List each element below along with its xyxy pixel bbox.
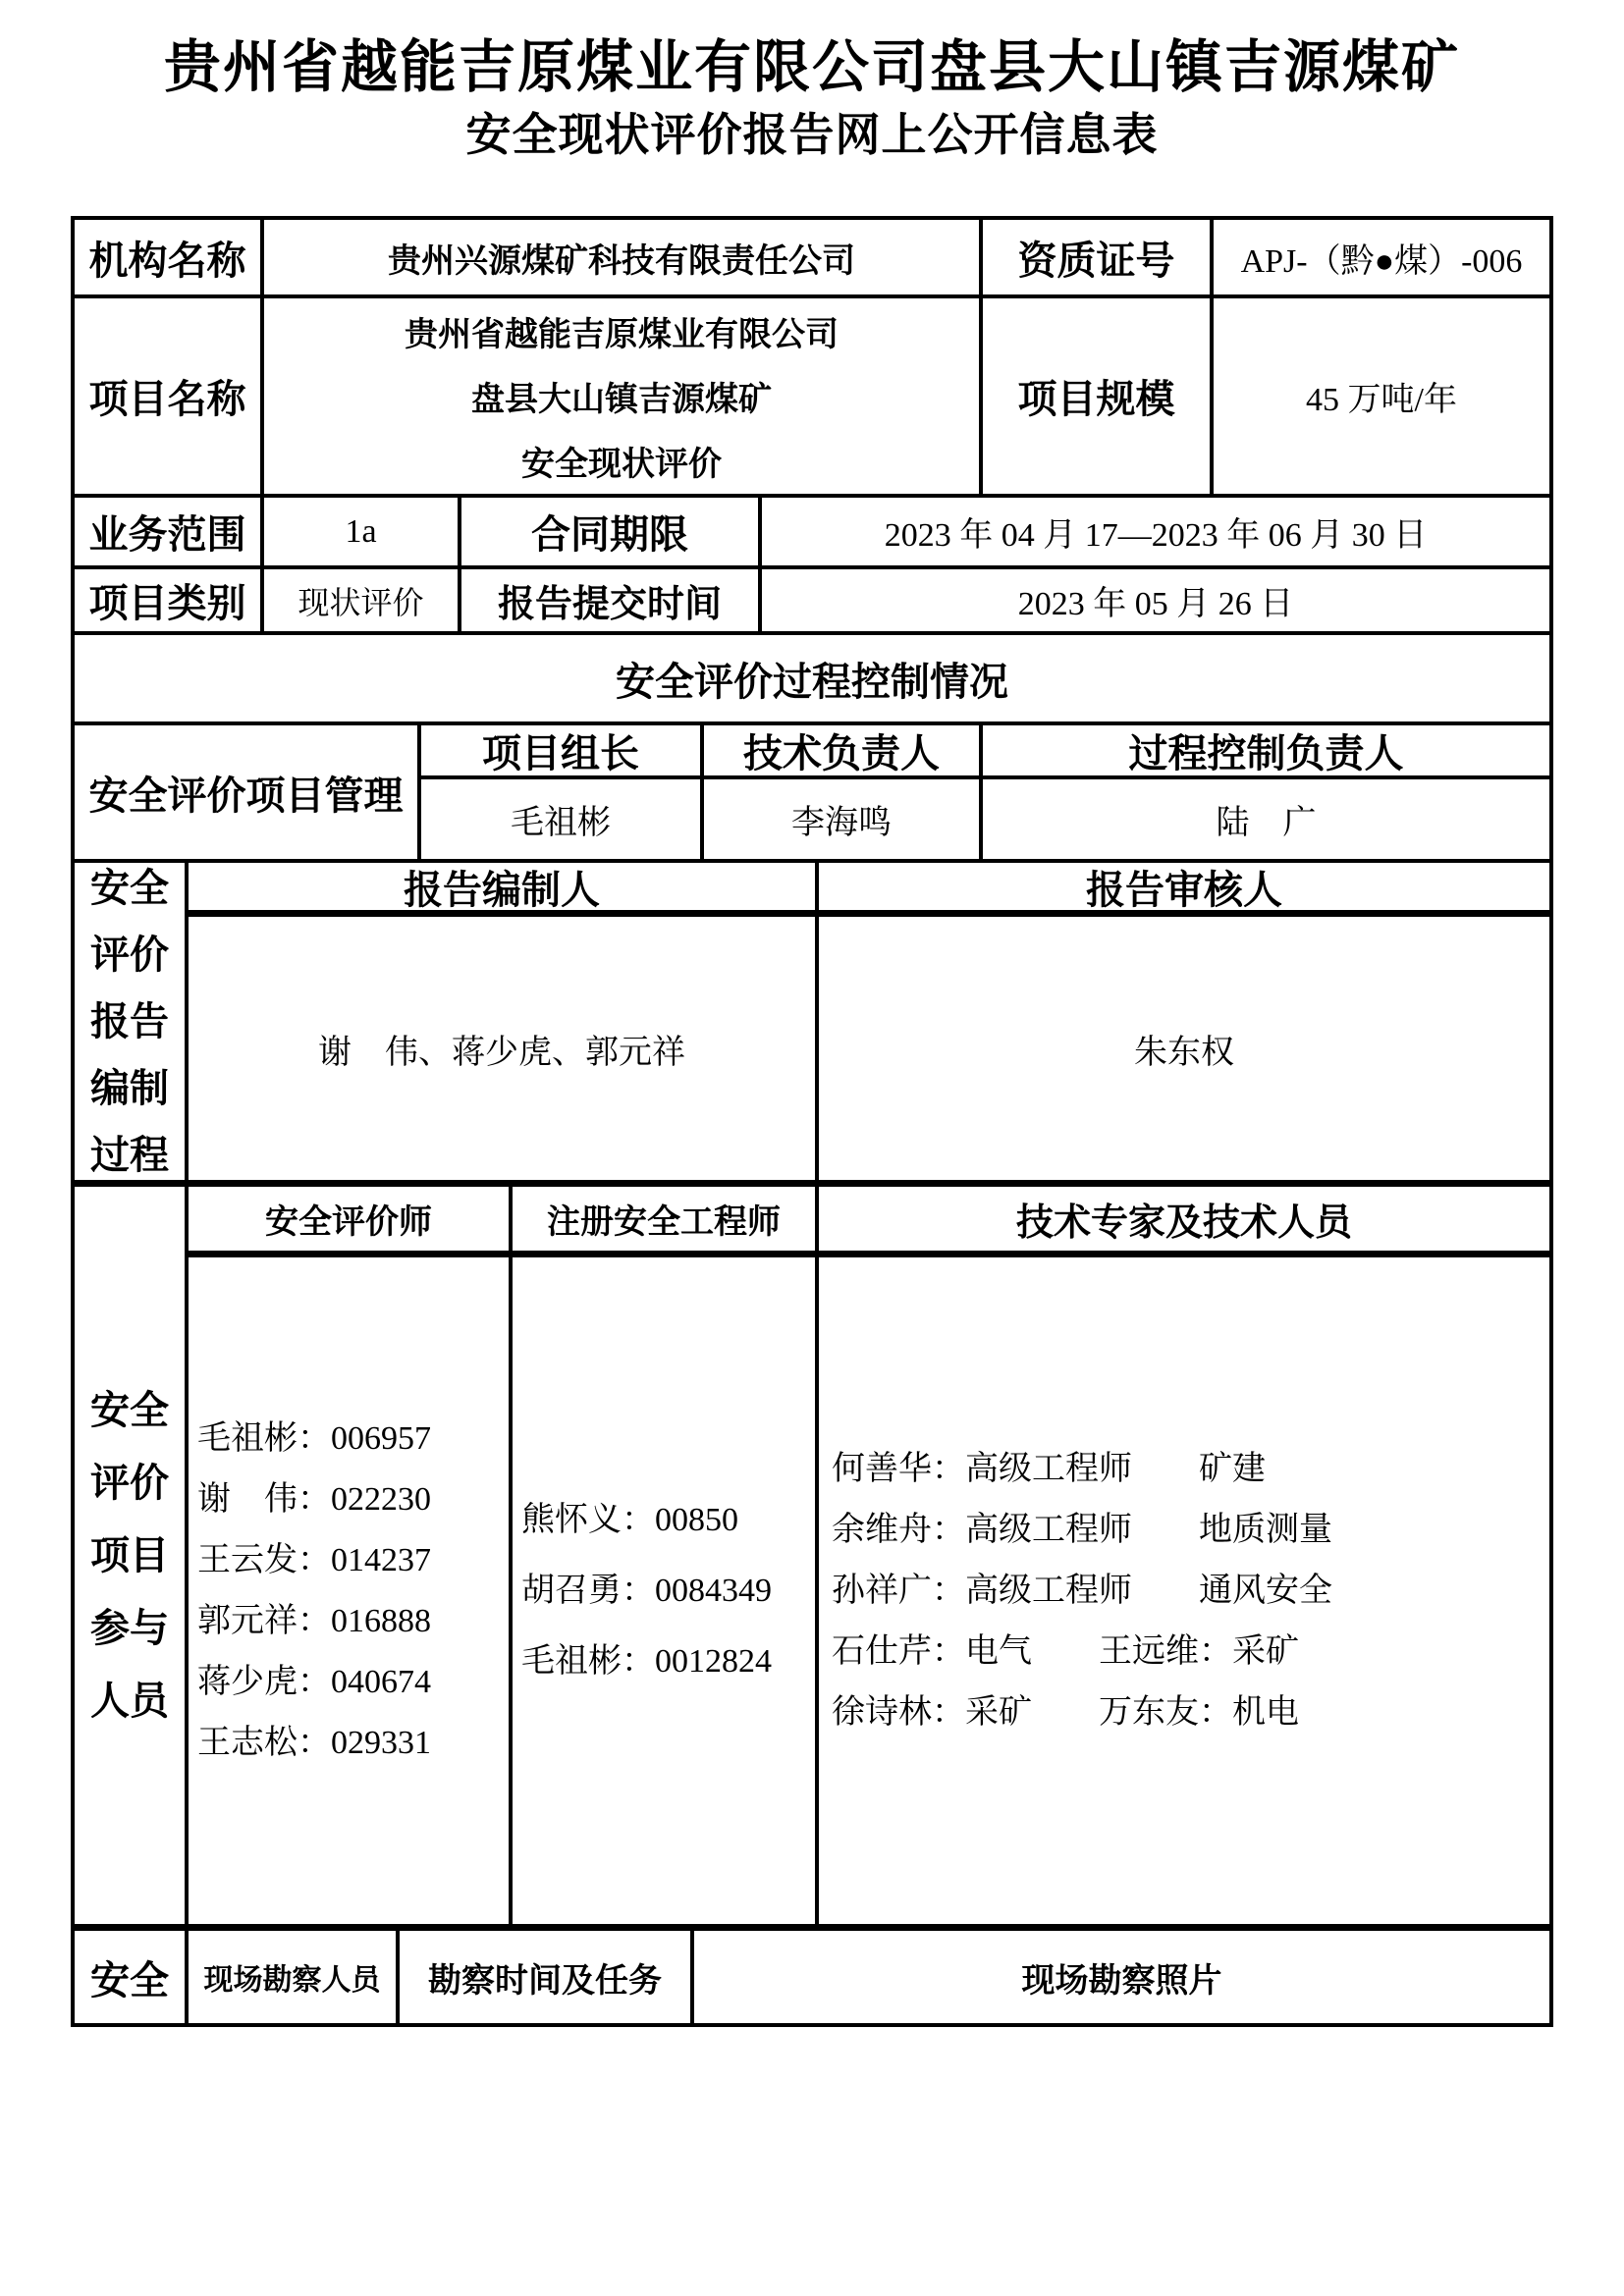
team-leader-value: 毛祖彬 [421,779,704,859]
registered-engineer-list-cell [513,1257,819,1924]
participants-side-label-lines [90,1374,169,1737]
list-item: 孙祥广：高级工程师 通风安全 [832,1572,1332,1609]
cert-no-label: 资质证号 [983,220,1214,294]
participants-side-label [75,1187,189,1924]
compilation-side-label-lines [90,863,169,1180]
list-item: 安全 [90,1387,169,1432]
project-name-line: 盘县大山镇吉源煤矿 [471,381,772,418]
process-control-lead-label: 过程控制负责人 [1128,731,1404,775]
tech-expert-list [819,1257,1549,1924]
report-reviewer-value: 朱东权 [1134,1034,1234,1071]
info-table [71,216,1553,2027]
participants-value-row [189,1257,1549,1924]
registered-engineer-label: 注册安全工程师 [513,1187,819,1251]
list-item: 编制 [90,1065,169,1110]
team-leader-label: 项目组长 [421,725,704,775]
report-submit-value: 2023 年 05 月 26 日 [1017,586,1294,622]
list-item: 人员 [90,1678,169,1723]
business-scope-label: 业务范围 [75,498,264,565]
report-writer-label: 报告编制人 [189,863,819,910]
row-project [75,298,1549,498]
row-site-survey [75,1931,1549,2023]
list-item: 郭元祥：016888 [197,1602,431,1639]
list-item: 项目 [90,1532,169,1577]
contract-period-value: 2023 年 04 月 17—2023 年 06 月 30 日 [884,517,1428,554]
row-project-management [75,725,1549,863]
list-item: 余维舟：高级工程师 地质测量 [832,1511,1332,1548]
participants-grid [189,1187,1549,1924]
list-item: 谢 伟：022230 [197,1480,431,1518]
list-item: 何善华：高级工程师 矿建 [832,1450,1266,1487]
org-name-value: 贵州兴源煤矿科技有限责任公司 [264,220,983,294]
tech-lead-label: 技术负责人 [704,725,983,775]
list-item: 毛祖彬：006957 [197,1419,431,1457]
project-name-value [264,298,983,494]
report-writer-value: 谢 伟、蒋少虎、郭元祥 [189,917,819,1180]
document-title: 贵州省越能吉原煤业有限公司盘县大山镇吉源煤矿 [163,35,1460,99]
row-business-scope [75,498,1549,569]
business-scope-value: 1a [264,498,461,565]
project-name-label: 项目名称 [75,298,264,494]
list-item: 参与 [90,1605,169,1650]
tech-expert-list-cell [819,1257,1549,1924]
safety-evaluator-list-cell [189,1257,513,1924]
process-control-lead-value: 陆 广 [1216,805,1317,841]
compilation-side-label [75,863,189,1180]
project-scale-value: 45 万吨/年 [1306,382,1457,418]
list-item: 过程 [90,1132,169,1177]
list-item: 安全 [90,865,169,910]
list-item: 报告 [90,998,169,1043]
tech-expert-label: 技术专家及技术人员 [1015,1202,1352,1245]
list-item: 熊怀义：00850 [521,1501,738,1538]
cert-no-value: APJ-（黔●煤）-006 [1240,242,1523,280]
list-item: 徐诗林：采矿 万东友：机电 [832,1693,1299,1731]
management-value-row [421,779,1549,859]
list-item: 王云发：014237 [197,1541,431,1578]
process-control-section-title: 安全评价过程控制情况 [616,659,1008,704]
project-category-label: 项目类别 [75,569,264,631]
project-management-grid [421,725,1549,859]
survey-photo-label: 现场勘察照片 [1021,1962,1222,2000]
management-header-row [421,725,1549,779]
tech-lead-value: 李海鸣 [704,779,983,859]
list-item: 蒋少虎：040674 [197,1663,431,1700]
list-item: 胡召勇：0084349 [521,1572,772,1609]
project-category-value: 现状评价 [264,569,461,631]
compilation-grid [189,863,1549,1180]
row-section-title [75,635,1549,725]
project-name-lines [264,298,979,494]
participants-header-row [189,1187,1549,1257]
report-submit-label: 报告提交时间 [461,569,762,631]
safety-evaluator-label: 安全评价师 [189,1187,513,1251]
row-project-category [75,569,1549,635]
contract-period-label: 合同期限 [461,498,762,565]
survey-side-label: 安全 [75,1931,189,2023]
list-item: 王志松：029331 [197,1724,431,1761]
list-item: 评价 [90,932,169,977]
project-scale-label: 项目规模 [983,298,1214,494]
safety-evaluator-list [189,1257,513,1924]
survey-time-task-label: 勘察时间及任务 [400,1931,694,2023]
project-name-line: 贵州省越能吉原煤业有限公司 [405,316,839,353]
registered-engineer-list [513,1257,819,1924]
compilation-value-row [189,917,1549,1180]
survey-people-label: 现场勘察人员 [189,1931,400,2023]
document-subtitle: 安全现状评价报告网上公开信息表 [465,110,1159,160]
list-item: 评价 [90,1460,169,1505]
project-name-line: 安全现状评价 [521,447,722,484]
project-management-label: 安全评价项目管理 [75,725,421,859]
compilation-header-row [189,863,1549,917]
row-participants [75,1187,1549,1931]
row-organization [75,220,1549,298]
org-name-label: 机构名称 [75,220,264,294]
list-item: 石仕芹：电气 王远维：采矿 [832,1632,1299,1670]
row-report-compilation [75,863,1549,1187]
report-reviewer-label: 报告审核人 [1086,867,1282,910]
list-item: 毛祖彬：0012824 [521,1642,772,1680]
